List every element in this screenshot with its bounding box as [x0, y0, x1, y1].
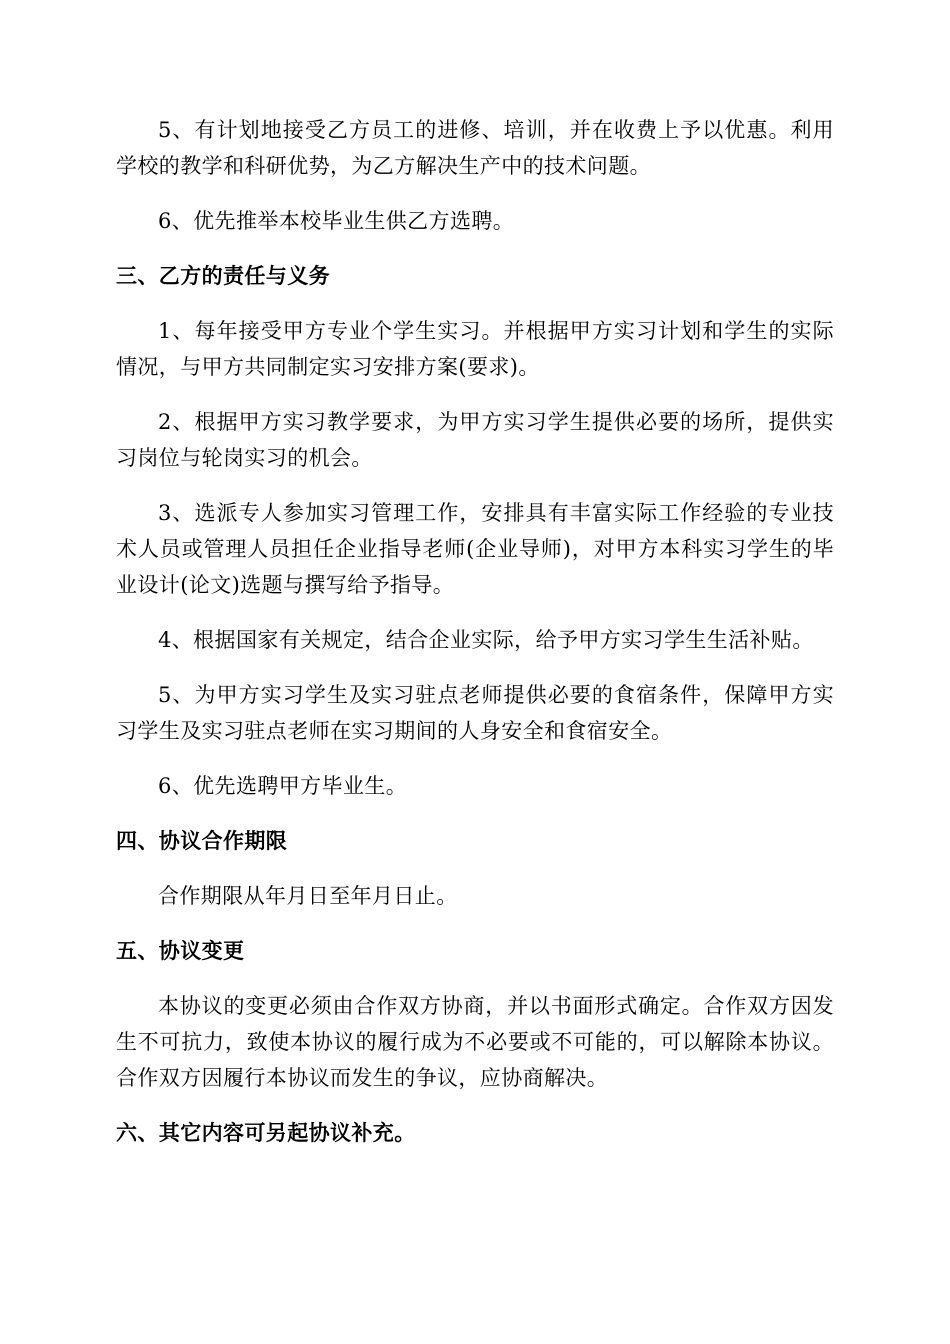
clause-b4-subsidy: 4、根据国家有关规定，结合企业实际，给予甲方实习学生生活补贴。 — [158, 628, 814, 652]
section-heading-supplement: 六、其它内容可另起协议补充。 — [116, 1121, 416, 1145]
clause-b2-venue: 2、根据甲方实习教学要求，为甲方实习学生提供必要的场所，提供实习岗位与轮岗实习的机会。 — [116, 410, 834, 470]
clause-b1-internship-quota: 1、每年接受甲方专业个学生实习。并根据甲方实习计划和学生的实际情况，与甲方共同制定实习安排方案(要求)。 — [116, 319, 834, 379]
clause-b3-mentors: 3、选派专人参加实习管理工作，安排具有丰富实际工作经验的专业技术人员或管理人员担任企业指导老师(企业导师)，对甲方本科实习学生的毕业设计(论文)选题与撰写给予指导。 — [116, 501, 834, 597]
section-heading-amendment: 五、协议变更 — [116, 939, 245, 963]
clause-b5-accommodation: 5、为甲方实习学生及实习驻点老师提供必要的食宿条件，保障甲方实习学生及实习驻点老师在实习期间的人身安全和食宿安全。 — [116, 683, 834, 743]
clause-a6-graduates: 6、优先推举本校毕业生供乙方选聘。 — [158, 209, 515, 233]
clause-b6-hiring: 6、优先选聘甲方毕业生。 — [158, 774, 408, 798]
amendment-text: 本协议的变更必须由合作双方协商，并以书面形式确定。合作双方因发生不可抗力，致使本协议的履行成为不必要或不可能的，可以解除本协议。合作双方因履行本协议而发生的争议，应协商解决。 — [116, 994, 834, 1090]
clause-a5-training: 5、有计划地接受乙方员工的进修、培训，并在收费上予以优惠。利用学校的教学和科研优势，为乙方解决生产中的技术问题。 — [116, 118, 834, 178]
section-heading-party-b-duties: 三、乙方的责任与义务 — [116, 264, 330, 288]
document-page — [116, 112, 834, 1170]
section-heading-term: 四、协议合作期限 — [116, 829, 288, 853]
term-text: 合作期限从年月日至年月日止。 — [158, 884, 458, 908]
